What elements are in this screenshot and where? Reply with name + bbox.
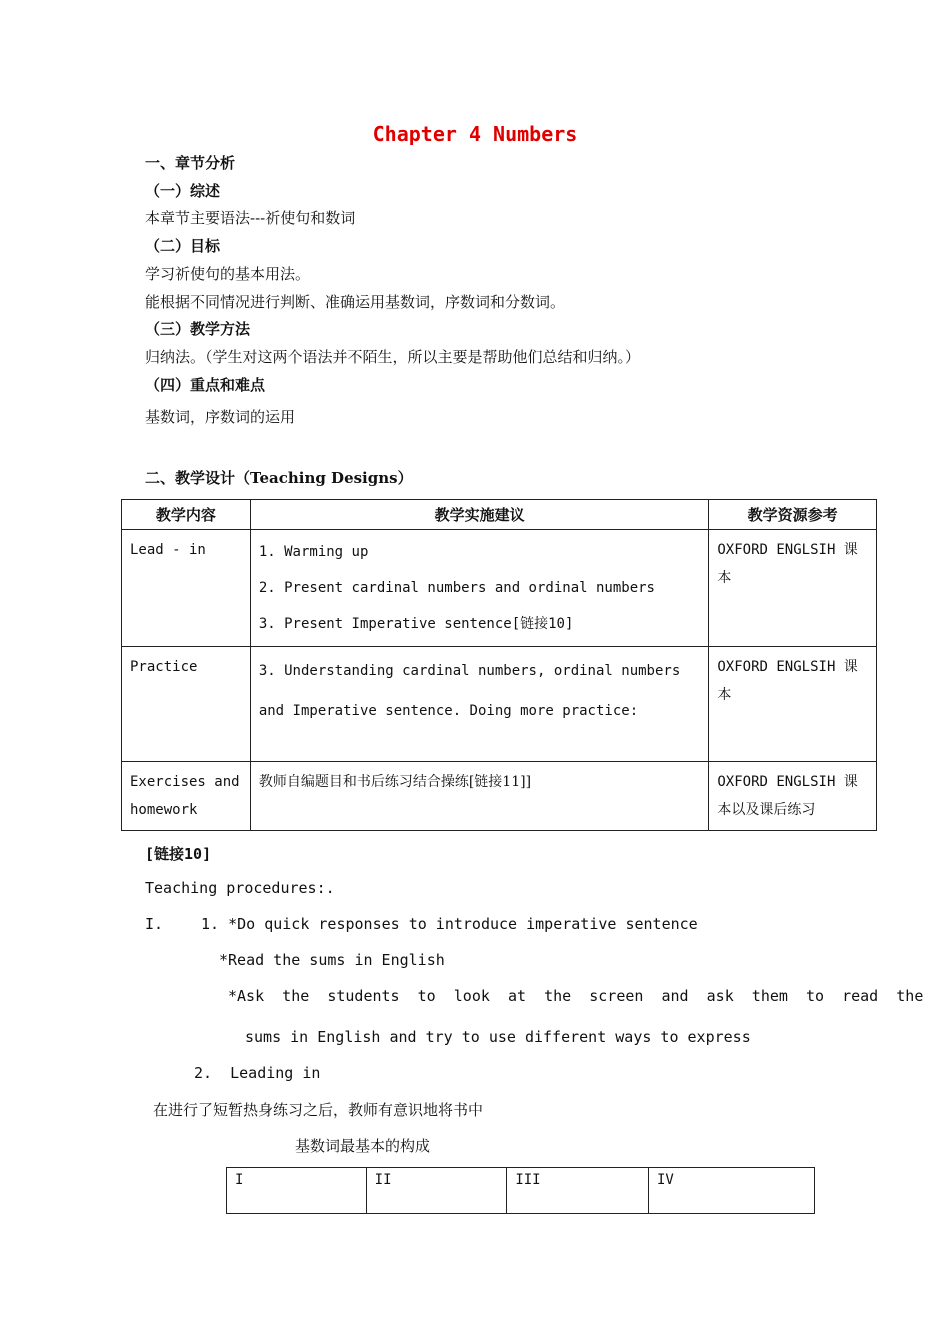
link10-heading: [链接10] (145, 845, 212, 863)
teaching-procedures: Teaching procedures:. (145, 879, 335, 897)
section-1b-text-1: 学习祈使句的基本用法。 (145, 265, 311, 283)
leading-in-line: 2. Leading in (194, 1064, 321, 1082)
header-content: 教学内容 (122, 500, 251, 530)
suggestion-item: 3. Understanding cardinal numbers, ordinal numbers (258, 663, 681, 679)
section-1d-text: 基数词，序数词的运用 (145, 408, 296, 426)
table-row (122, 647, 877, 762)
row-suggestions (250, 530, 709, 647)
row-resources: OXFORD ENGLSIH 课本以及课后练习 (709, 762, 877, 831)
section-2-heading: 二、教学设计（Teaching Designs） (145, 469, 413, 487)
suggestion-item: and Imperative sentence. Doing more practice: (258, 703, 639, 719)
row-content: Lead - in (122, 530, 251, 647)
suggestion-item: 3. Present Imperative sentence[链接10] (258, 616, 574, 632)
ask-line-2: sums in English and try to use different ways to express (245, 1028, 751, 1046)
table-cell: I (227, 1168, 367, 1214)
cardinal-numbers-table (226, 1167, 815, 1214)
section-1c-text: 归纳法。（学生对这两个语法并不陌生，所以主要是帮助他们总结和归纳。） (145, 348, 641, 366)
item-1-number: I. (145, 915, 164, 933)
row-suggestions (250, 647, 709, 762)
table-row (227, 1168, 815, 1214)
header-resources: 教学资源参考 (709, 500, 877, 530)
section-1d-heading: （四）重点和难点 (145, 376, 266, 394)
chinese-paragraph: 在进行了短暂热身练习之后，教师有意识地将书中 (153, 1101, 484, 1119)
row-content: Exercises and homework (122, 762, 251, 831)
section-1a-heading: （一）综述 (145, 182, 221, 200)
row-resources: OXFORD ENGLSIH 课本 (709, 647, 877, 762)
row-content: Practice (122, 647, 251, 762)
suggestion-item: 1. Warming up (258, 544, 369, 560)
table-row (122, 530, 877, 647)
section-1c-heading: （三）教学方法 (145, 320, 251, 338)
read-sums-line: *Read the sums in English (219, 951, 445, 969)
ask-line-1: *Ask the students to look at the screen and ask them to read the (228, 987, 924, 1005)
section-1b-text-2: 能根据不同情况进行判断、准确运用基数词，序数词和分数词。 (145, 293, 566, 311)
section-1-heading: 一、章节分析 (145, 154, 236, 172)
row-resources: OXFORD ENGLSIH 课本 (709, 530, 877, 647)
section-1a-text: 本章节主要语法---祈使句和数词 (145, 209, 356, 227)
teaching-design-table (121, 499, 877, 831)
table-caption: 基数词最基本的构成 (295, 1137, 431, 1155)
page-title: Chapter 4 Numbers (372, 122, 578, 146)
item-1-text: 1. *Do quick responses to introduce imperative sentence (201, 915, 698, 933)
header-suggestions: 教学实施建议 (250, 500, 709, 530)
table-cell: IV (649, 1168, 815, 1214)
row-suggestions: 教师自编题目和书后练习结合操练[链接11]] (250, 762, 709, 831)
table-cell: III (507, 1168, 649, 1214)
table-header-row (122, 500, 877, 530)
section-1b-heading: （二）目标 (145, 237, 221, 255)
table-cell: II (366, 1168, 507, 1214)
table-row (122, 762, 877, 831)
suggestion-item: 2. Present cardinal numbers and ordinal numbers (258, 580, 655, 596)
